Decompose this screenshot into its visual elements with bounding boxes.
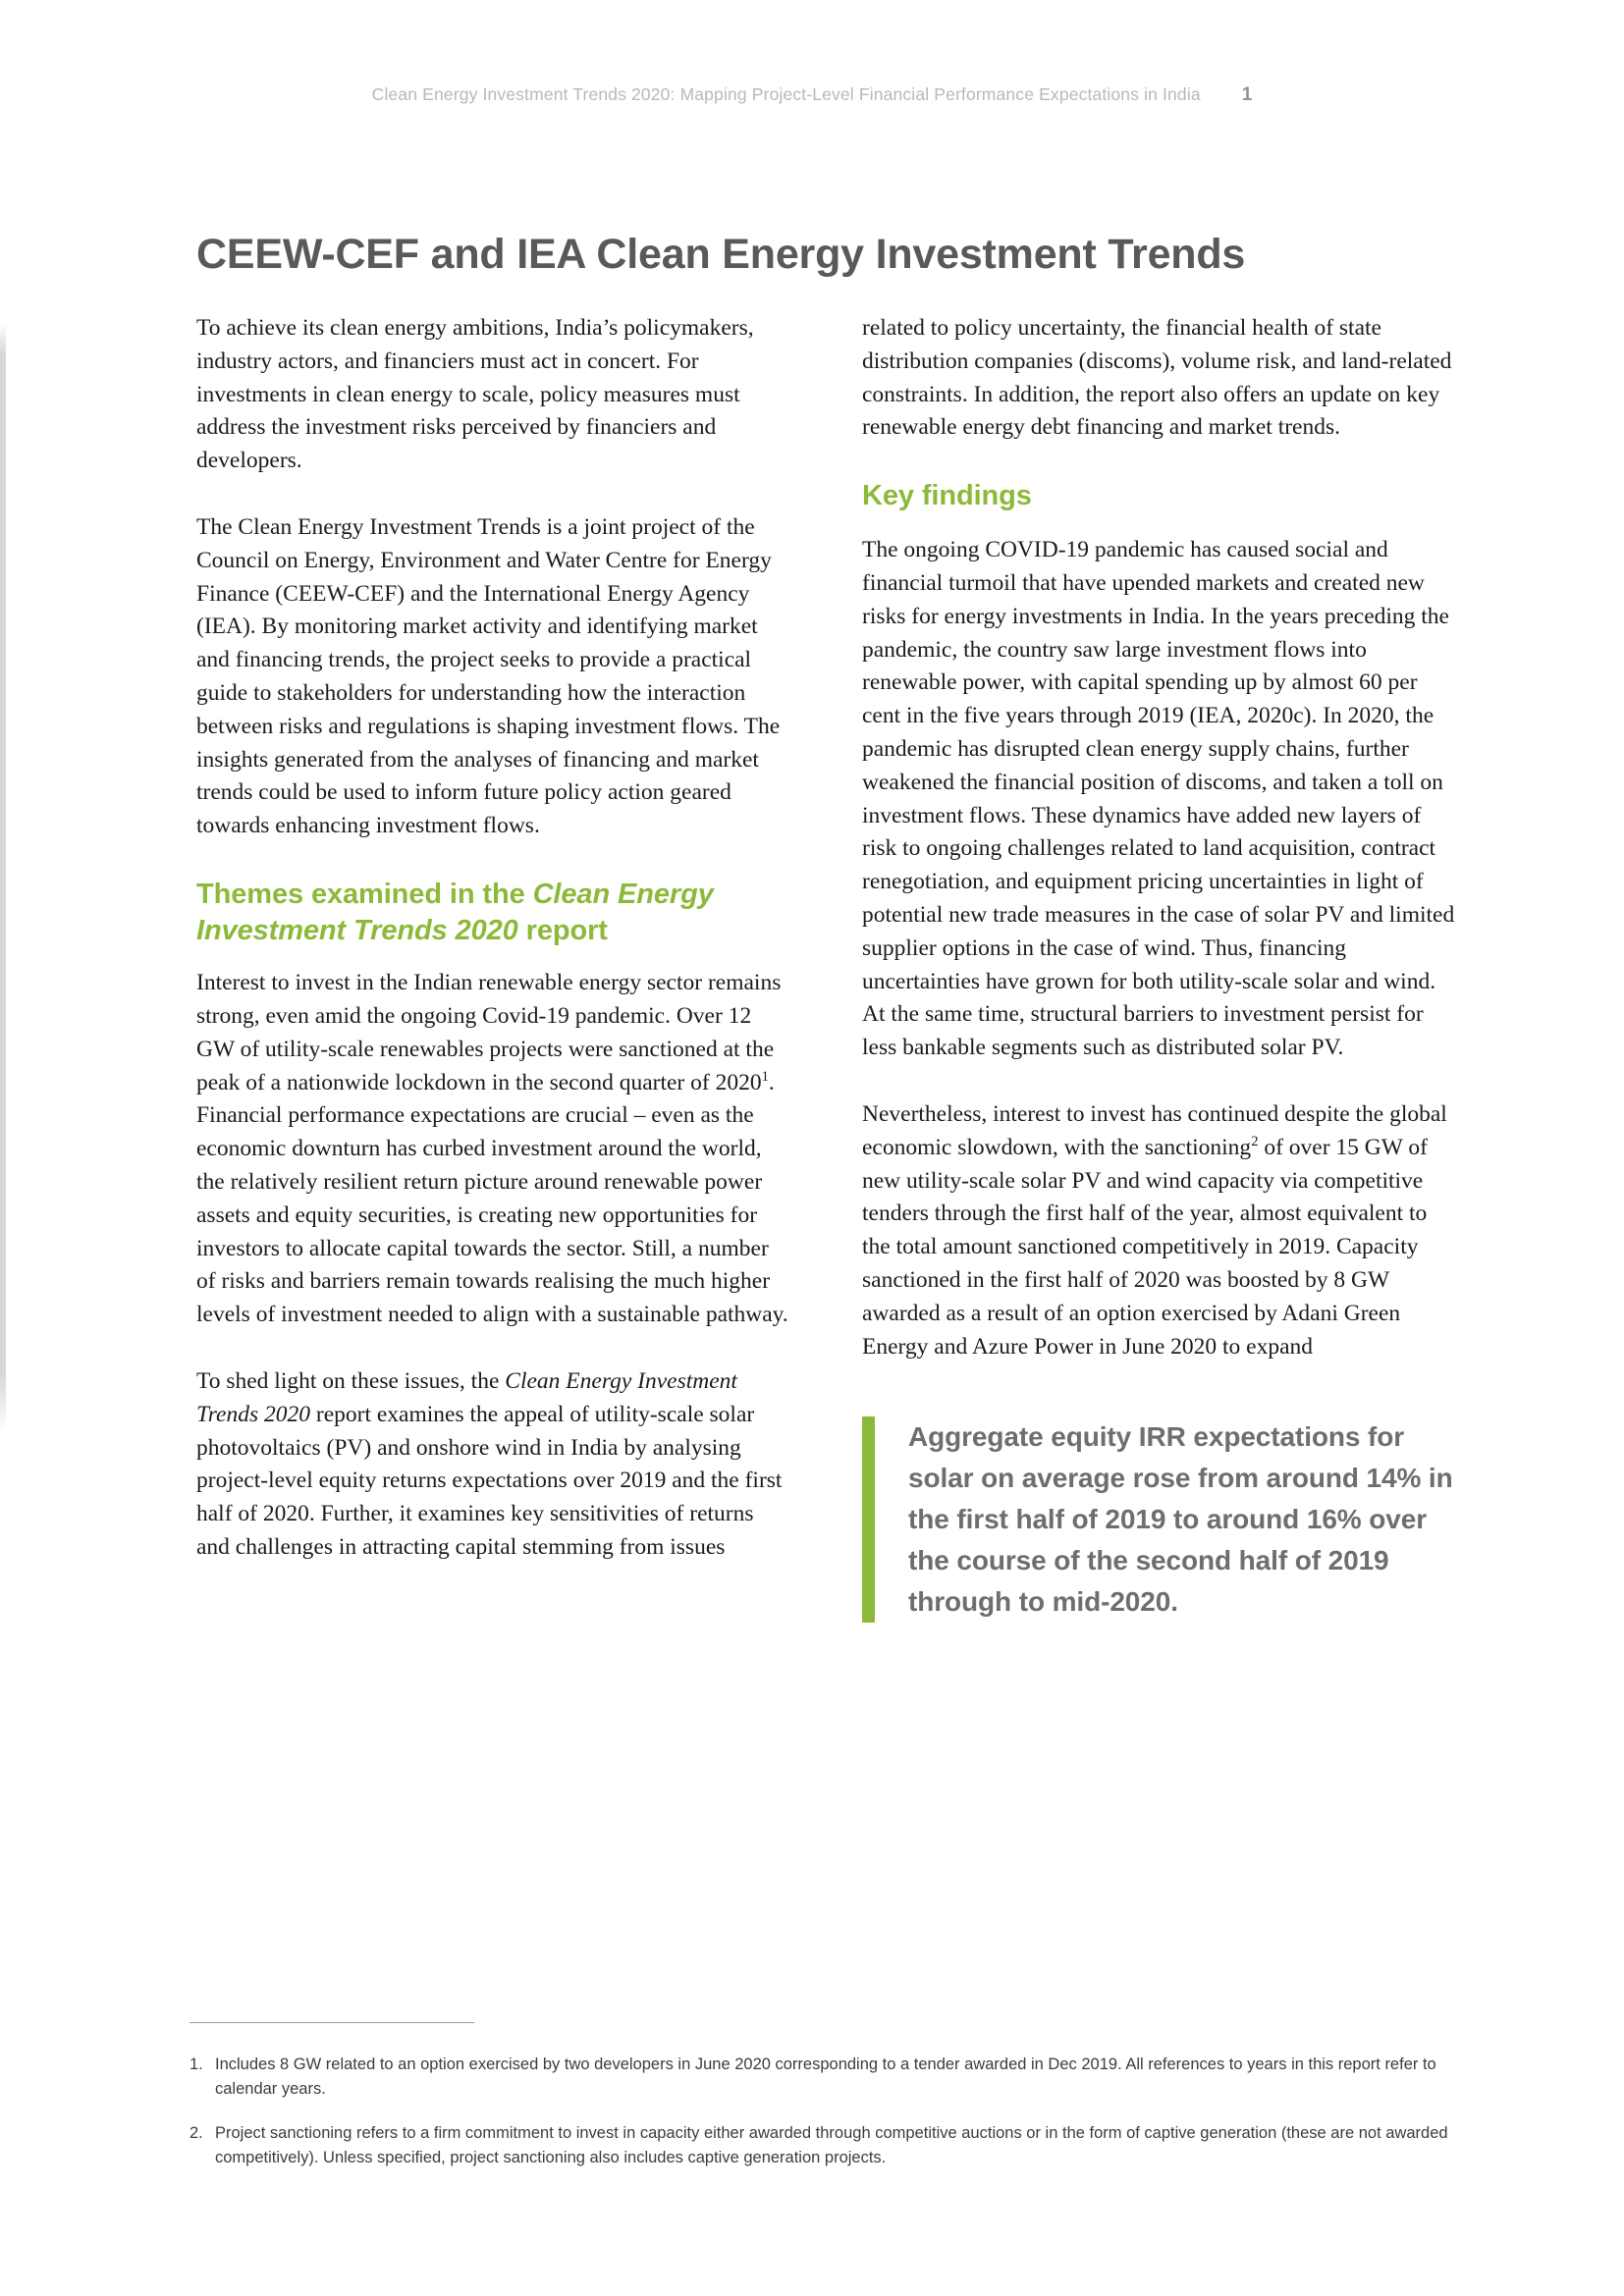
left-paragraph-3-before-footnote: Interest to invest in the Indian renewable energy sector remains strong, even amid the ongoing Covid-19 pandemic. Over 12 GW of utility-scale renewables projects were sanctioned at the peak of a nationwide lockdown in the second quarter of 2020 bbox=[196, 970, 782, 1095]
page-number: 1 bbox=[1241, 84, 1253, 105]
right-paragraph-2: The ongoing COVID-19 pandemic has caused social and financial turmoil that have upended markets and created new risks for energy investments in India. In the years preceding the pandemic, the country saw large investment flows into renewable power, with capital spending up by almost 60 per cent in the five years through 2019 (IEA, 2020c). In 2020, the pandemic has disrupted clean energy supply chains, further weakened the financial position of discoms, and taken a toll on investment flows. These dynamics have added new layers of risk to ongoing challenges related to land acquisition, contract renegotiation, and equipment pricing uncertainties in light of potential new trade measures in the case of solar PV and limited supplier options in the case of wind. Thus, financing uncertainties have grown for both utility-scale solar and wind. At the same time, structural barriers to investment persist for less bankable segments such as distributed solar PV. bbox=[862, 537, 1455, 1061]
right-column bbox=[862, 312, 1457, 1623]
right-paragraph-1: related to policy uncertainty, the financial health of state distribution companies (discoms), volume risk, and land-related constraints. In addition, the report also offers an update on key renewable energy debt financing and market trends. bbox=[862, 315, 1452, 441]
footnote-item bbox=[189, 2053, 1476, 2102]
footnote-marker-1: 1 bbox=[761, 1068, 769, 1085]
left-paragraph-4 bbox=[196, 1365, 791, 1565]
pull-quote-text: Aggregate equity IRR expectations for solar on average rose from around 14% in the first half of 2019 to around 16% over the course of the second half of 2019 through to mid-2020. bbox=[908, 1421, 1453, 1618]
pull-quote bbox=[862, 1416, 1457, 1623]
footnote-number: 2. bbox=[189, 2124, 203, 2142]
scan-edge-artifact bbox=[0, 0, 6, 2296]
left-paragraph-1: To achieve its clean energy ambitions, India’s policymakers, industry actors, and financiers must act in concert. For investments in clean energy to scale, policy measures must address the investment risks perceived by financiers and developers. bbox=[196, 315, 754, 474]
running-header bbox=[0, 84, 1624, 106]
themes-heading bbox=[196, 877, 791, 949]
left-paragraph-3 bbox=[196, 967, 791, 1332]
footnote-marker-2: 2 bbox=[1251, 1134, 1259, 1150]
themes-heading-part2: report bbox=[517, 915, 608, 947]
footnote-separator bbox=[189, 2022, 474, 2023]
left-column bbox=[196, 312, 791, 1623]
footnote-item bbox=[189, 2121, 1476, 2170]
left-paragraph-4-part1: To shed light on these issues, the bbox=[196, 1367, 506, 1394]
themes-heading-italic: Clean Energy Investment Trends 2020 bbox=[196, 878, 714, 947]
footnote-text: Includes 8 GW related to an option exercised by two developers in June 2020 corresponding to a tender awarded in Dec 2019. All references to years in this report refer to calendar years. bbox=[215, 2056, 1436, 2098]
left-paragraph-4-part2: report examines the appeal of utility-scale solar photovoltaics (PV) and onshore wind in India by analysing project-level equity returns expectations over 2019 and the first half of 2020. Further, it examines key sensitivities of returns and challenges in attracting capital stemming from issues bbox=[196, 1401, 783, 1560]
left-paragraph-2: The Clean Energy Investment Trends is a joint project of the Council on Energy, Environment and Water Centre for Energy Finance (CEEW-CEF) and the International Energy Agency (IEA). By monitoring market activity and identifying market and financing trends, the project seeks to provide a practical guide to stakeholders for understanding how the interaction between risks and regulations is shaping investment flows. The insights generated from the analyses of financing and market trends could be used to inform future policy action geared towards enhancing investment flows. bbox=[196, 513, 781, 839]
right-paragraph-3 bbox=[862, 1098, 1457, 1363]
key-findings-heading: Key findings bbox=[862, 480, 1032, 512]
themes-heading-part1: Themes examined in the bbox=[196, 878, 533, 910]
right-paragraph-3-after-footnote: of over 15 GW of new utility-scale solar PV and wind capacity via competitive tenders through the first half of the year, almost equivalent to the total amount sanctioned competitively in 2019. Capacity sanctioned in the first half of 2020 was boosted by 8 GW awarded as a result of an option exercised by Adani Green Energy and Azure Power in June 2020 to expand bbox=[862, 1134, 1428, 1360]
footnote-text: Project sanctioning refers to a firm commitment to invest in capacity either awarded through competitive auctions or in the form of captive generation (these are not awarded competitively). Unless specified, project sanctioning also includes captive generation projects. bbox=[215, 2124, 1448, 2166]
footnote-number: 1. bbox=[189, 2056, 203, 2073]
left-paragraph-3-after-footnote: . Financial performance expectations are crucial – even as the economic downturn has curbed investment around the world, the relatively resilient return picture around renewable power assets and equity securities, is creating new opportunities for investors to allocate capital towards the sector. Still, a number of risks and barriers remain towards realising the much higher levels of investment needed to align with a sustainable pathway. bbox=[196, 1069, 788, 1328]
body-columns bbox=[196, 312, 1458, 1623]
right-paragraph-3-before-footnote: Nevertheless, interest to invest has continued despite the global economic slowdown, with the sanctioning bbox=[862, 1101, 1447, 1160]
left-paragraph-4-italic: Clean Energy Investment Trends 2020 bbox=[196, 1367, 737, 1427]
pull-quote-accent-bar bbox=[862, 1416, 875, 1623]
running-header-title: Clean Energy Investment Trends 2020: Mapping Project-Level Financial Performance Expectations in India bbox=[371, 84, 1201, 104]
footnotes bbox=[189, 2053, 1476, 2190]
page-title: CEEW-CEF and IEA Clean Energy Investment Trends bbox=[196, 230, 1246, 278]
